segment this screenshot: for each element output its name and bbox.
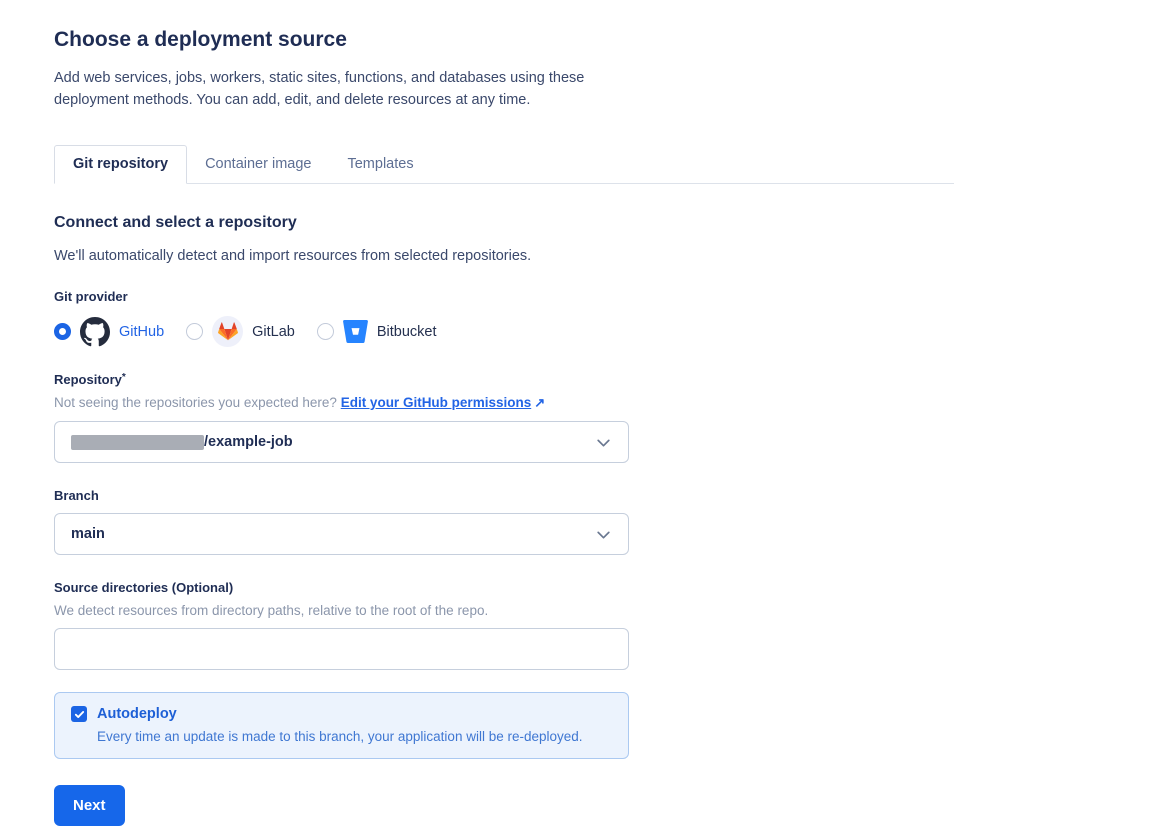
autodeploy-checkbox[interactable] bbox=[71, 706, 87, 722]
git-provider-label: Git provider bbox=[54, 289, 128, 304]
section-subheading: We'll automatically detect and import resources from selected repositories. bbox=[54, 248, 532, 264]
next-button[interactable]: Next bbox=[54, 785, 125, 826]
autodeploy-label[interactable]: Autodeploy bbox=[97, 706, 177, 722]
repository-label: Repository* bbox=[54, 372, 126, 387]
gitlab-radio[interactable] bbox=[186, 323, 203, 340]
autodeploy-description: Every time an update is made to this branch, your application will be re-deployed. bbox=[97, 729, 583, 744]
branch-select[interactable] bbox=[54, 513, 629, 555]
tab-templates[interactable]: Templates bbox=[347, 156, 414, 172]
github-radio[interactable] bbox=[54, 323, 71, 340]
autodeploy-panel bbox=[54, 692, 629, 759]
bitbucket-icon bbox=[343, 320, 368, 343]
page-description: Add web services, jobs, workers, static sites, functions, and databases using these deployment methods. You can add, edit, and delete resources at any time. bbox=[54, 70, 585, 108]
page-title: Choose a deployment source bbox=[54, 28, 347, 51]
check-icon bbox=[74, 709, 85, 720]
arrow-up-right-icon: ↗ bbox=[534, 395, 546, 410]
source-directories-label: Source directories (Optional) bbox=[54, 580, 234, 595]
github-icon bbox=[80, 317, 110, 347]
branch-label: Branch bbox=[54, 488, 99, 503]
chevron-down-icon bbox=[595, 526, 612, 543]
repository-value: /example-job bbox=[71, 434, 293, 450]
source-directories-helper: We detect resources from directory paths, relative to the root of the repo. bbox=[54, 603, 489, 618]
chevron-down-icon bbox=[595, 434, 612, 451]
tab-container-image[interactable]: Container image bbox=[205, 156, 312, 172]
gitlab-icon bbox=[212, 316, 243, 347]
git-provider-options bbox=[54, 316, 960, 347]
edit-github-permissions-link[interactable]: Edit your GitHub permissions bbox=[340, 395, 532, 410]
repository-select[interactable] bbox=[54, 421, 629, 463]
bitbucket-option-label[interactable]: Bitbucket bbox=[376, 323, 437, 340]
github-option-label[interactable]: GitHub bbox=[119, 323, 165, 340]
tab-git-repository[interactable]: Git repository bbox=[54, 145, 187, 184]
bitbucket-radio[interactable] bbox=[317, 323, 334, 340]
source-tabs bbox=[54, 145, 954, 184]
required-marker: * bbox=[121, 372, 126, 383]
section-heading: Connect and select a repository bbox=[54, 214, 297, 231]
repository-helper: Not seeing the repositories you expected here? Edit your GitHub permissions ↗ bbox=[54, 395, 546, 410]
source-directories-input[interactable] bbox=[54, 628, 629, 670]
redacted-owner bbox=[71, 435, 204, 450]
gitlab-option-label[interactable]: GitLab bbox=[252, 323, 295, 340]
branch-value: main bbox=[71, 526, 105, 542]
